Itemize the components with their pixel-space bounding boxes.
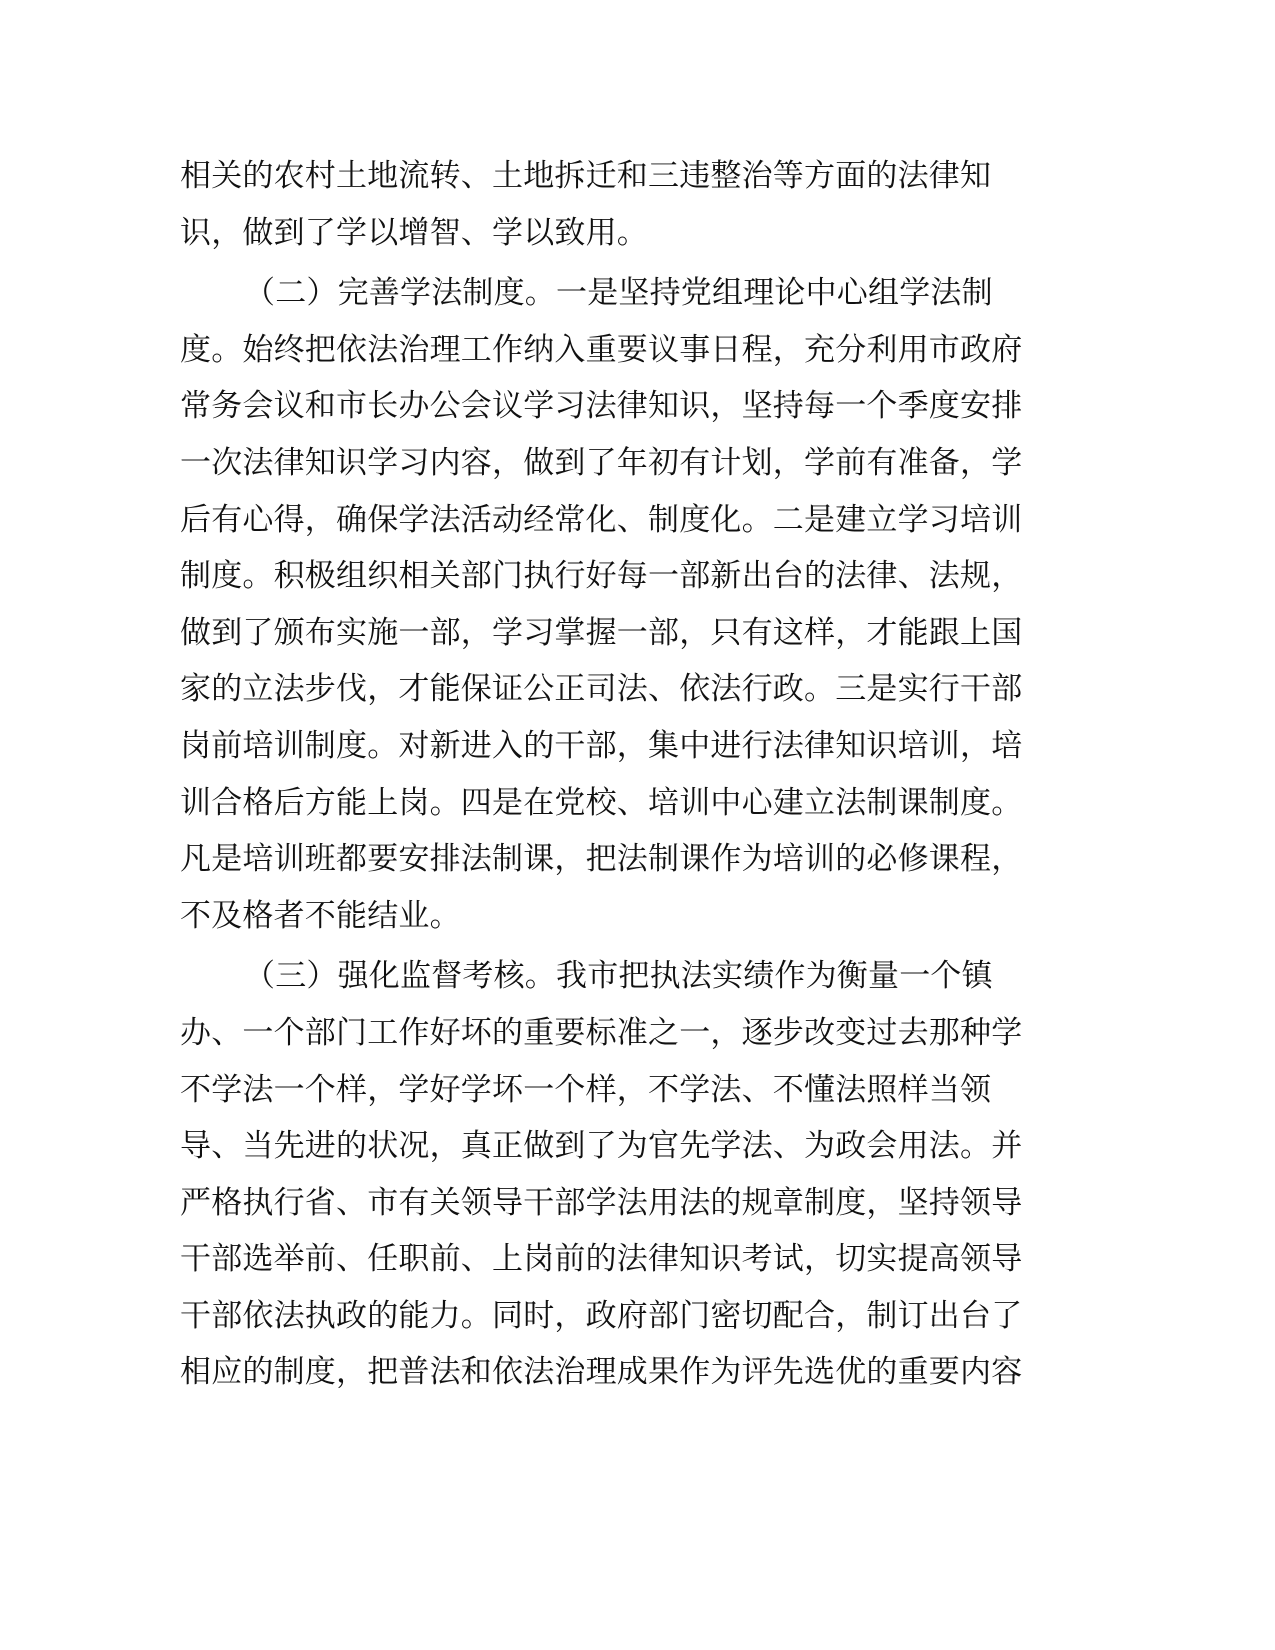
- text-line: （三）强化监督考核。我市把执法实绩作为衡量一个镇: [244, 958, 993, 995]
- text-line: 制度。积极组织相关部门执行好每一部新出台的法律、法规，: [180, 558, 1023, 595]
- paragraph-2: [180, 265, 1040, 944]
- text-line: 一次法律知识学习内容，做到了年初有计划，学前有准备，学: [180, 444, 1023, 481]
- text-line: 常务会议和市长办公会议学习法律知识，坚持每一个季度安排: [180, 388, 1023, 425]
- text-line: 度。始终把依法治理工作纳入重要议事日程，充分利用市政府: [180, 331, 1023, 368]
- text-line: 训合格后方能上岗。四是在党校、培训中心建立法制课制度。: [180, 784, 1023, 821]
- text-line: 后有心得，确保学法活动经常化、制度化。二是建立学习培训: [180, 501, 1023, 538]
- text-line: 凡是培训班都要安排法制课，把法制课作为培训的必修课程，: [180, 841, 1023, 878]
- text-line: 导、当先进的状况，真正做到了为官先学法、为政会用法。并: [180, 1128, 1023, 1165]
- text-line: 做到了颁布实施一部，学习掌握一部，只有这样，才能跟上国: [180, 614, 1023, 651]
- text-line: 办、一个部门工作好坏的重要标准之一，逐步改变过去那种学: [180, 1014, 1023, 1051]
- text-line: 不及格者不能结业。: [180, 897, 461, 934]
- text-line: 干部依法执政的能力。同时，政府部门密切配合，制订出台了: [180, 1297, 1023, 1334]
- text-line: 相关的农村土地流转、土地拆迁和三违整治等方面的法律知: [180, 158, 992, 194]
- text-line: （二）完善学法制度。一是坚持党组理论中心组学法制: [244, 275, 993, 312]
- text-line: 严格执行省、市有关领导干部学法用法的规章制度，坚持领导: [180, 1184, 1023, 1221]
- text-line: 不学法一个样，学好学坏一个样，不学法、不懂法照样当领: [180, 1071, 992, 1108]
- text-line: 识，做到了学以增智、学以致用。: [180, 214, 648, 251]
- text-line: 岗前培训制度。对新进入的干部，集中进行法律知识培训，培: [180, 727, 1023, 764]
- paragraph-1: [180, 148, 1040, 261]
- document-page: [180, 148, 1040, 1401]
- text-line: 家的立法步伐，才能保证公正司法、依法行政。三是实行干部: [180, 671, 1023, 708]
- text-line: 干部选举前、任职前、上岗前的法律知识考试，切实提高领导: [180, 1241, 1023, 1278]
- text-line: 相应的制度，把普法和依法治理成果作为评先选优的重要内容: [180, 1354, 1023, 1391]
- paragraph-3: [180, 948, 1040, 1401]
